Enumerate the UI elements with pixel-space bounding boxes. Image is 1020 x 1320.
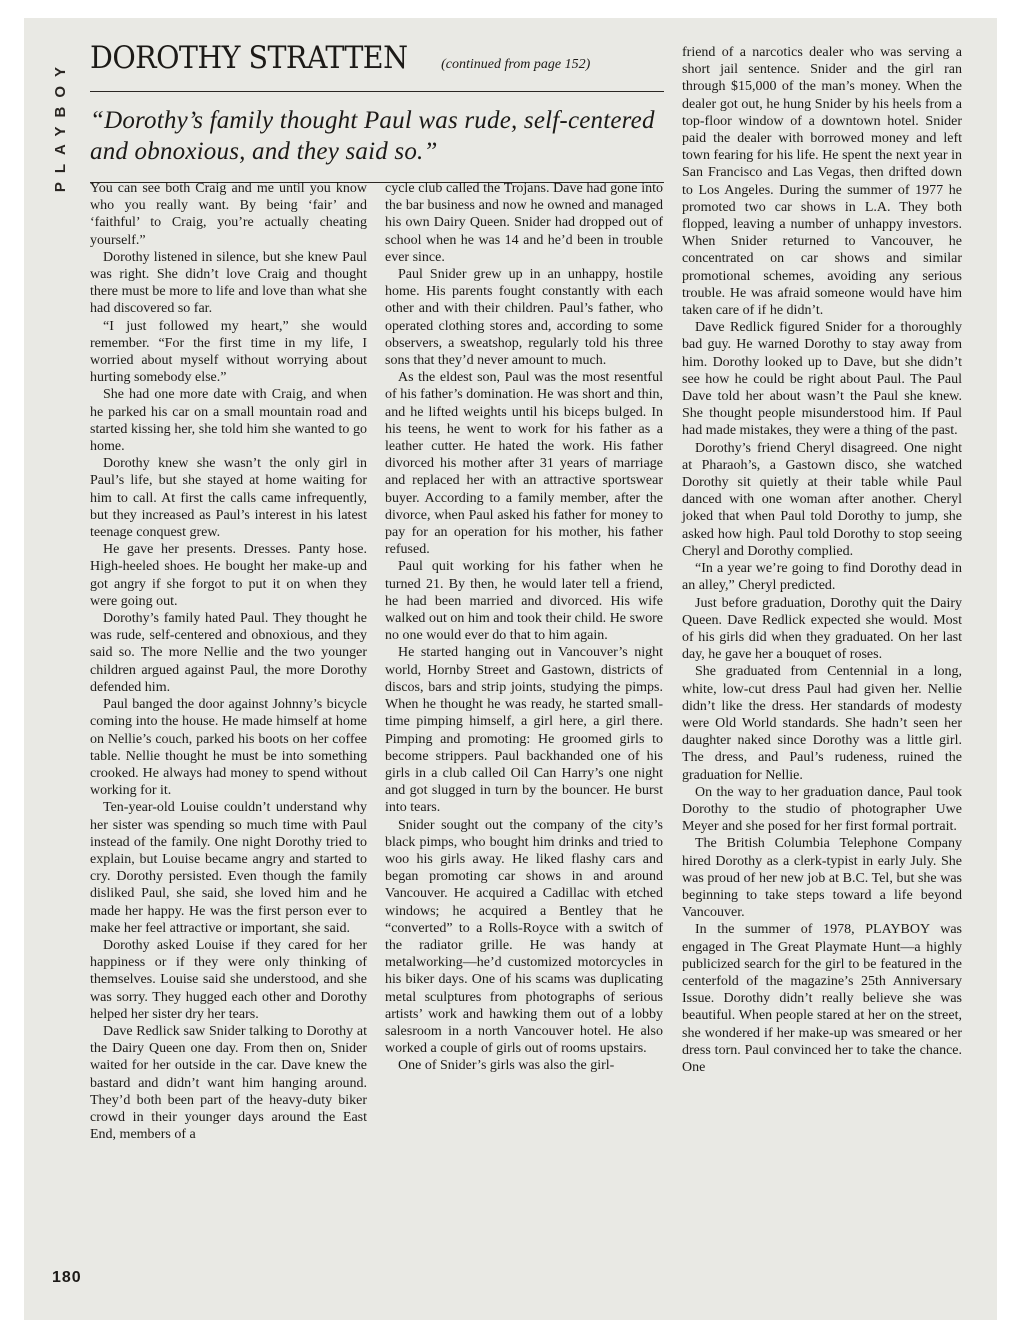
paragraph: cycle club called the Trojans. Dave had gone into the bar business and now he owned and managed his own Dairy Queen. Snider had dropped out of school when he was 14 and he’d been in trouble ever since. (385, 181, 663, 265)
paragraph: Dorothy’s family hated Paul. They thought he was rude, self-centered and obnoxious, and they said so. The more Nellie and the two younger children argued against Paul, the more Dorothy defended him. (90, 611, 367, 695)
column-1 (90, 180, 367, 1143)
magazine-name-sidebar: PLAYBOY (52, 58, 69, 193)
paragraph: She graduated from Centennial in a long, white, low-cut dress Paul had given her. Nellie didn’t like the dress. Her standards of modesty were Old World standards. She hadn’t seen her daughter naked since Dorothy was a little girl. The dress, and Paul’s rudeness, ruined the graduation for Nellie. (682, 664, 962, 783)
story-title: DOROTHY STRATTEN (90, 40, 408, 76)
title-row (90, 40, 664, 88)
headline-block (90, 40, 664, 186)
paragraph: The British Columbia Telephone Company hired Dorothy as a clerk-typist in early July. She was proud of her new job at B.C. Tel, but she was beginning to take steps toward a life beyond Vancouver. (682, 836, 962, 921)
magazine-page (24, 18, 997, 1320)
paragraph: He started hanging out in Vancouver’s night world, Hornby Street and Gastown, districts of discos, bars and strip joints, studying the pimps. When he thought he was ready, he started small-time pimping himself, a girl here, a girl there. Pimping and promoting: He groomed girls to become strippers. Paul backhanded one of his girls in a club called Oil Can Harry’s one night and got slugged in turn by the bouncer. He burst into tears. (385, 645, 663, 816)
paragraph: Dorothy asked Louise if they cared for her happiness or if they were only thinking of themselves. Louise said she understood, and she was sorry. They hugged each other and Dorothy helped her sister dry her tears. (90, 937, 367, 1022)
paragraph: Ten-year-old Louise couldn’t understand why her sister was spending so much time with Paul instead of the family. One night Dorothy tried to explain, but Louise became angry and started to cry. Dorothy persisted. Even though the family disliked Paul, she said, she loved him and he made her happy. He was the first person ever to make her feel attractive or important, she said. (90, 800, 367, 936)
paragraph: Dave Redlick figured Snider for a thoroughly bad guy. He warned Dorothy to stay away from him. Dorothy looked up to Dave, but she didn’t see how he could be right about Paul. The Paul Dave told her about wasn’t the Paul she knew. She thought people misunderstood him. If Paul had made mistakes, they were a thing of the past. (682, 320, 962, 439)
paragraph: On the way to her graduation dance, Paul took Dorothy to the studio of photographer Uwe Meyer and she posed for her first formal portrait. (682, 784, 962, 835)
paragraph: Just before graduation, Dorothy quit the Dairy Queen. Dave Redlick expected she would. Most of his girls did when they graduated. On her last day, he gave her a bouquet of roses. (682, 595, 962, 663)
paragraph: Dave Redlick saw Snider talking to Dorothy at the Dairy Queen one day. From then on, Snider waited for her outside in the car. Dave knew the bastard and didn’t want him hanging around. They’d both been part of the heavy-duty biker crowd in their younger days around the East End, members of a (90, 1023, 367, 1143)
paragraph: Paul Snider grew up in an unhappy, hostile home. His parents fought constantly with each other and with their children. Paul’s father, who operated clothing stores and, according to some observers, a sweatshop, regularly told his three sons that they’d never amount to much. (385, 267, 663, 369)
top-rule (90, 91, 664, 92)
column-2 (385, 180, 663, 1075)
paragraph: Dorothy listened in silence, but she knew Paul was right. She didn’t love Craig and thought there must be more to life and love than what she had discovered so far. (90, 249, 367, 317)
paragraph: One of Snider’s girls was also the girl- (398, 1058, 615, 1074)
paragraph: You can see both Craig and me until you know who you really want. By being ‘fair’ and ‘faithful’ to Craig, you’re actually cheating yourself.” (90, 181, 367, 248)
paragraph: She had one more date with Craig, and when he parked his car on a small mountain road and started kissing her, she told him she wanted to go home. (90, 387, 367, 455)
paragraph: In the summer of 1978, PLAYBOY was engaged in The Great Playmate Hunt—a highly publicized search for the girl to be featured in the centerfold of the magazine’s 25th Anniversary Issue. Dorothy didn’t really believe she was beautiful. When people stared at her on the street, she wondered if her make-up was smeared or her dress torn. Paul convinced her to take the chance. One (682, 922, 962, 1075)
page-number: 180 (52, 1269, 82, 1286)
paragraph: Dorothy knew she wasn’t the only girl in Paul’s life, but she stayed at home waiting for him to call. At first the calls came infrequently, but they increased as Paul’s interest in his latest teenage conquest grew. (90, 456, 367, 541)
paragraph: “In a year we’re going to find Dorothy dead in an alley,” Cheryl predicted. (682, 561, 962, 594)
paragraph: Snider sought out the company of the city’s black pimps, who bought him drinks and tried to woo his girls away. He liked flashy cars and began promoting car shows in and around Vancouver. He acquired a Cadillac with etched windows; he acquired a Bentley that he “converted” to a Rolls-Royce with a switch of the radiator grille. He was handy at metalworking—he’d customized motorcycles in his biker days. One of his scams was duplicating metal sculptures from photographs of serious artists’ work and hawking them out of a lobby salesroom in a north Vancouver hotel. He also worked a couple of girls out of rooms upstairs. (385, 817, 663, 1057)
paragraph: Dorothy’s friend Cheryl disagreed. One night at Pharaoh’s, a Gastown disco, she watched Dorothy sit quietly at their table while Paul danced with one woman after another. Cheryl joked that when Paul told Dorothy to jump, she asked how high. Paul told Dorothy to stop seeing Cheryl and Dorothy complied. (682, 440, 962, 559)
paragraph: Paul banged the door against Johnny’s bicycle coming into the house. He made himself at home on Nellie’s couch, parked his boots on her coffee table. Nellie thought he must be into something crooked. He always had money to spend without working for it. (90, 697, 367, 799)
continued-note: (continued from page 152) (441, 57, 591, 72)
pull-quote: “Dorothy’s family thought Paul was rude, self-centered and obnoxious, and they said so.” (90, 107, 655, 165)
paragraph: “I just followed my heart,” she would remember. “For the first time in my life, I worried about myself without worrying about hurting somebody else.” (90, 318, 367, 386)
paragraph: Paul quit working for his father when he turned 21. By then, he would later tell a friend, he had been married and divorced. His wife walked out on him and took their child. He swore no one would ever do that to him again. (385, 559, 663, 644)
paragraph: He gave her presents. Dresses. Panty hose. High-heeled shoes. He bought her make-up and got angry if she forgot to put it on when they were going out. (90, 542, 367, 609)
paragraph: friend of a narcotics dealer who was serving a short jail sentence. Snider and the girl ran through $15,000 of the man’s money. When the dealer got out, he hung Snider by his heels from a top-floor window of a downtown hotel. Snider paid the dealer with borrowed money and left town fearing for his life. He spent the next year in San Francisco and Las Vegas, then drifted down to Los Angeles. During the summer of 1977 he promoted two car shows in L.A. They both flopped, leaving a number of unhappy investors. When Snider returned to Vancouver, he concentrated on car shows and similar promotional schemes, avoiding any serious trouble. He was afraid someone would have him taken care of if he didn’t. (682, 45, 962, 319)
column-3 (682, 44, 962, 1076)
paragraph: As the eldest son, Paul was the most resentful of his father’s domination. He was short and thin, and he lifted weights until his biceps bulged. In his teens, he went to work for his father as a leather cutter. He hated the work. His father divorced his mother after 31 years of marriage and replaced her with an attractive sportswear buyer. According to a family member, after the divorce, when Paul asked his father for money to pay for an operation for his mother, his father refused. (385, 370, 663, 558)
